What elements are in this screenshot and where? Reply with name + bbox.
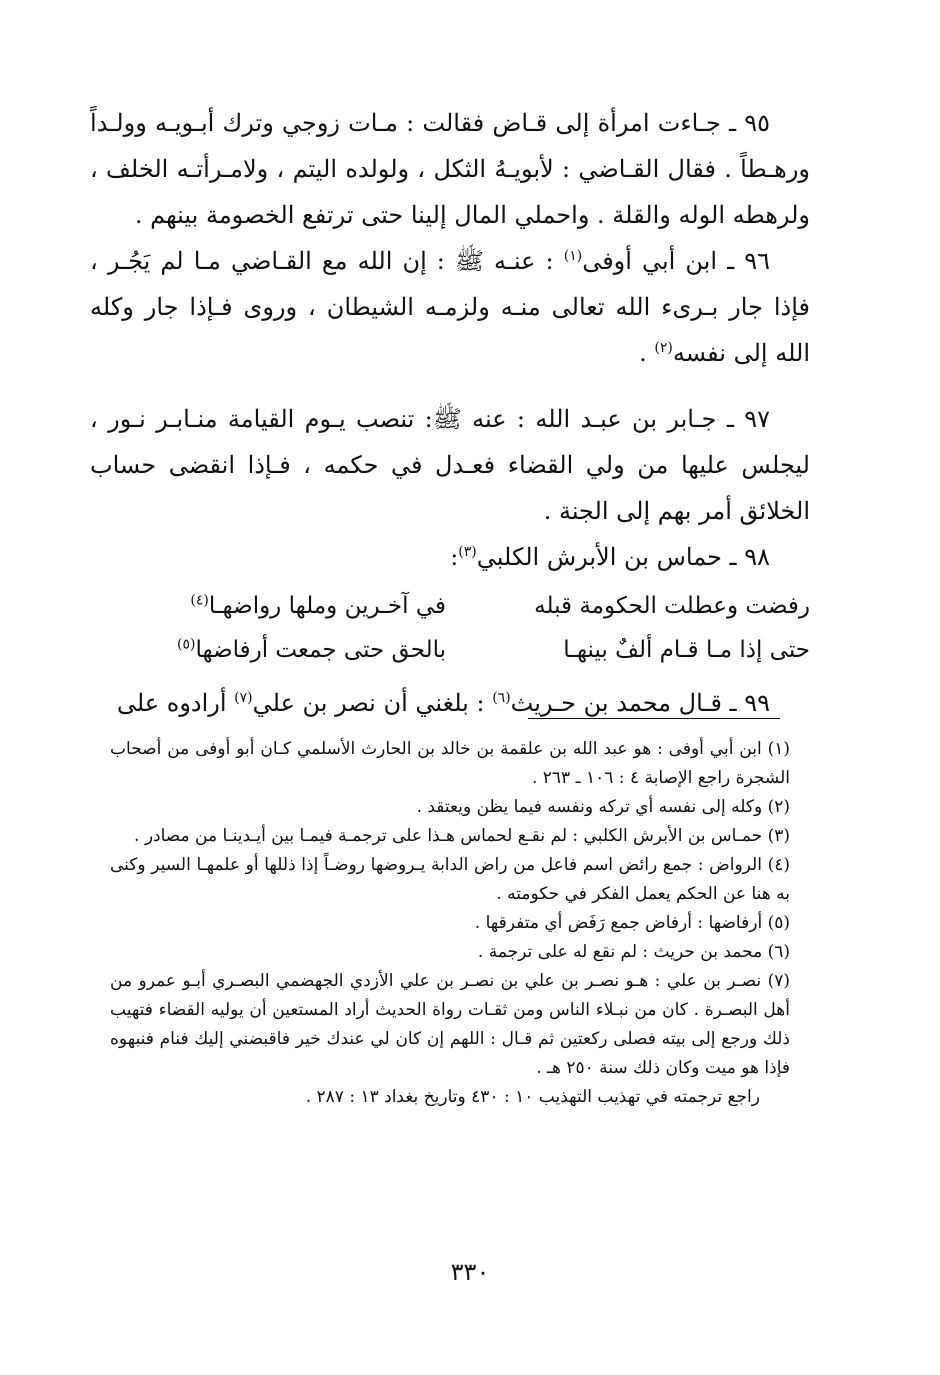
- footnote-2: (٢) وكله إلى نفسه أي تركه ونفسه فيما يظن ويعتقد .: [416, 797, 790, 817]
- verse-2: [90, 628, 810, 672]
- footnote-7-reference: راجع ترجمته في تهذيب التهذيب ١٠ : ٤٣٠ وتاريخ بغداد ١٣ : ٢٨٧ .: [305, 1087, 760, 1107]
- footnote-separator: [528, 718, 780, 719]
- paragraph-99: [90, 680, 810, 726]
- footnote-ref-3: (٣): [458, 544, 477, 560]
- verse-1-first-hemistich: رفضت وعطلت الحكومة قبله: [534, 593, 810, 619]
- verse-1: [90, 584, 810, 628]
- poem: [90, 584, 810, 672]
- verse-2-first-hemistich: حتى إذا مـا قـام ألفٌ بينهـا: [563, 637, 810, 663]
- footnote-ref-4: (٤): [190, 592, 209, 609]
- footnote-7: (٧) نصـر بن علي : هـو نصـر بن علي بن نصـر بن علي الأزدي الجهضمي البصـري أبـو عمرو من أهل البصـرة . كان من نبـلاء الناس ومن ثقـات رواة الحديث أراد المستعين أن يوليه القضاء فتهيب ذلك ورجع إلى بيته فصلى ركعتين ثم قـال : اللهم إن كان لي عندك خير فاقبضني إليك فنام فنبهوه فإذا هو ميت وكان ذلك سنة ٢٥٠ هـ .: [110, 971, 790, 1078]
- page-number: ٣٣٠: [450, 1258, 490, 1286]
- footnote-5: (٥) أرفاضها : أرفاض جمع رَفَض أي متفرقها .: [474, 913, 790, 933]
- footnotes: [110, 735, 790, 1112]
- p99-text-b: : بلغني أن نصر بن علي: [252, 689, 493, 717]
- verse-2-second-text: بالحق حتى جمعت أرفاضها: [195, 637, 446, 663]
- p99-text-c: أرادوه على: [116, 689, 235, 717]
- paragraph-95: ٩٥ ـ جـاءت امرأة إلى قـاض فقالت : مـات زوجي وترك أبـويـه وولـداً ورهـطاً . فقال القـاضي : لأبويـهُ الثكل ، ولولده اليتم ، ولامـرأتـه الخلف ، ولرهطه الوله والقلة . واحملي المال إلينا حتى ترتفع الخصومة بينهم .: [90, 109, 810, 229]
- footnote-ref-1: (١): [563, 248, 583, 264]
- paragraph-97: ٩٧ ـ جـابر بن عبـد الله : عنه ﷺ: تنصب يـوم القيامة منـابـر نـور ، ليجلس عليها من ولي القضاء فعـدل في حكمه ، فـإذا انقضى حساب الخلائق أمر بهم إلى الجنة .: [90, 405, 810, 525]
- verse-2-second-hemistich: [110, 628, 446, 672]
- p96-text-a: ٩٦ ـ ابن أبي أوفى: [582, 247, 770, 275]
- footnote-6: (٦) محمد بن حريث : لم نقع له على ترجمة .: [477, 942, 790, 962]
- verse-1-second-hemistich: [110, 584, 446, 628]
- paragraph-98: [90, 534, 810, 580]
- footnote-1: (١) ابن أبي أوفى : هو عبد الله بن علقمة بن خالد بن الحارث الأسلمي كـان أبو أوفى من أصحاب الشجرة راجع الإصابة ٤ : ١٠٦ ـ ٢٦٣ .: [110, 739, 790, 788]
- p96-text-c: .: [639, 339, 655, 367]
- main-text: [90, 100, 810, 726]
- paragraph-96: [90, 238, 810, 376]
- footnote-4: (٤) الرواض : جمع رائض اسم فاعل من راض الدابة يـروضها روضـاً إذا ذللها أو علمهـا السير وكنى به هنا عن الحكم يعمل الفكر في حكومته .: [110, 855, 790, 904]
- footnote-ref-6: (٦): [492, 690, 511, 706]
- p96-text-b: : عنـه ﷺ : إن الله مع القـاضي مـا لم يَجُـر ، فإذا جار بـرىء الله تعالى منـه ولزمـه الشيطان ، وروى فـإذا جار وكله الله إلى نفسه: [90, 247, 810, 367]
- footnote-ref-7: (٧): [234, 690, 253, 706]
- verse-1-second-text: في آخـرين وملها رواضهـا: [208, 593, 446, 619]
- p99-text-a: ٩٩ ـ قـال محمد بن حـريث: [510, 689, 770, 717]
- p98-text-b: :: [450, 543, 459, 571]
- p98-text-a: ٩٨ ـ حماس بن الأبرش الكلبي: [476, 543, 770, 571]
- footnote-ref-2: (٢): [654, 340, 673, 356]
- footnote-3: (٣) حمـاس بن الأبرش الكلبي : لم نقـع لحماس هـذا على ترجمـة فيمـا بين أيـدينـا من مصادر .: [134, 826, 790, 846]
- footnote-ref-5: (٥): [176, 636, 196, 653]
